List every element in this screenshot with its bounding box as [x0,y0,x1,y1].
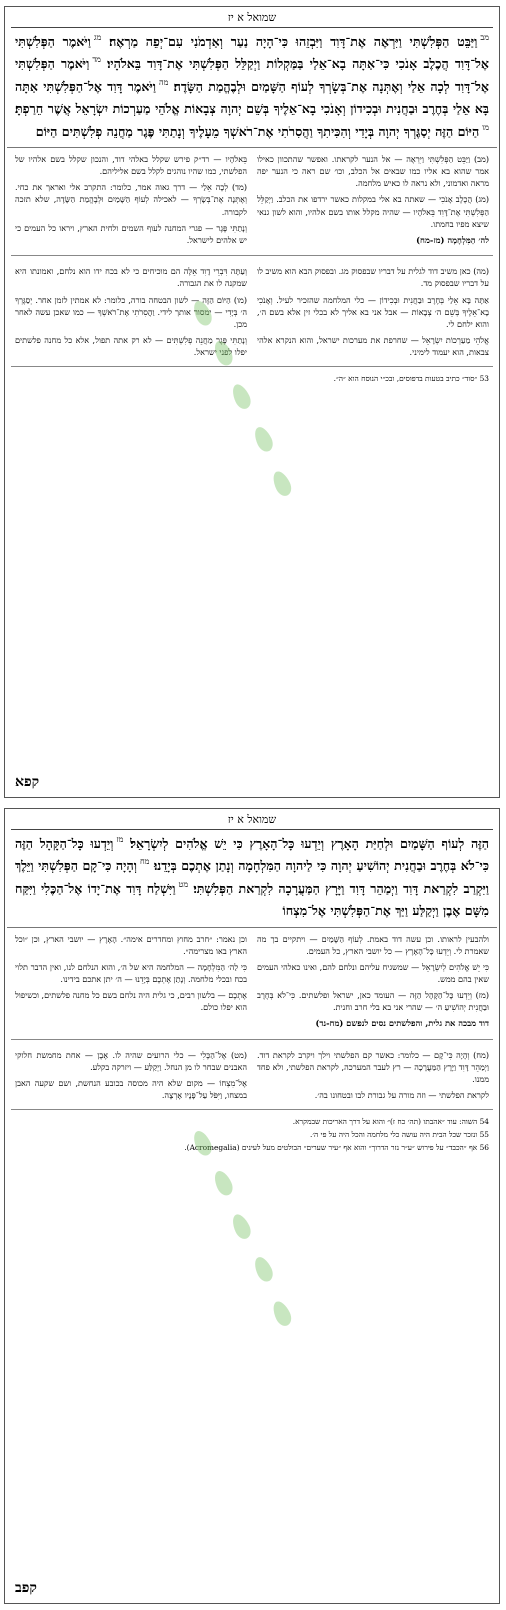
commentary-paragraph: כִּי לַה׳ הַמִּלְחָמָה — המלחמה היא של ה׳, והוא הנלחם לנו, ואין הדבר תלוי בכח ובכלי מלחמה. וְנָתַן אֶתְכֶם בְּיָדֵנוּ — ה׳ יתן אתכם בידינו. [15,961,247,985]
running-head: שמואל א יז [11,7,493,28]
commentary-bottom [9,1044,495,1106]
verse-text: וְהָיָה כִּי־קָם הַפְּלִשְׁתִּי וַיֵּלֶךְ וַיִּקְרַב לִקְרַאת דָּוִד וַיְמַהֵר דָּוִד וַיָּרָץ הַמַּעֲרָכָה לִקְרַאת הַפְּלִשְׁתִּי׃ [15,858,489,896]
footnote: 55 ונזכר שכל הבית היה עושה כלי מלחמה והכל היה על פי ה׳. [309,1130,489,1140]
footnotes [5,371,499,390]
commentary-paragraph: אֶל־מִצְחוֹ — מקום שלא היה מכוסה בכובע הנחשת, ושם שקעה האבן במצחו, וַיִּפֹּל עַל־פָּנָיו אָרְצָה. [15,1078,247,1101]
commentary-paragraph: וְנָתַתִּי פֶּגֶר מַחֲנֵה פְלִשְׁתִּים — לא רק אתה תפול, אלא כל מחנה פלשתים יפלו לפני ישראל. [15,335,247,358]
verse-number: מד [92,55,101,65]
commentary-paragraph: ולהבעין לראותו. וכן עשה דוד באמת. לְעוֹף הַשָּׁמַיִם — ויתקיים בך מה שאמרת לי. וְיֵדְעוּ כָּל־הָאָרֶץ — כל יושבי הארץ, כל העמים. [257,933,489,956]
divider [11,1039,493,1040]
commentary-paragraph: (מב) וַיַּבֵּט הַפְּלִשְׁתִּי וַיִּרְאֶה — אל הנער לקראתו. ואפשר שהתכוון כאילו אמר שהוא בא אליו כמו שבאים אל הכלב, וכו׳ שם ראה כי הנער יפה מראה ואדמוני, ולא נראה לו כאיש מלחמה. [257,154,489,189]
divider [11,366,493,367]
commentary-paragraph: וְנָתַתִּי פֶּגֶר — פגרי המחנה לעוף השמים ולחית הארץ, ויראו כל העמים כי יש אלהים לישראל. [15,222,247,245]
verse-number: מו [482,122,489,132]
verse-text: וְיֵדְעוּ כָּל־הַקָּהָל הַזֶּה כִּי־לֹא בְּחֶרֶב וּבַחֲנִית יְהוֹשִׁיעַ יְהוָה כִּי לַיהוָה הַמִּלְחָמָה וְנָתַן אֶתְכֶם בְּיָדֵנוּ׃ [15,836,489,874]
commentary-paragraph: בֵּאלֹהָיו — רד״ק פירש שקלל באלהי דוד, והנכון שקלל בשם אלהיו של הפלשתי, כמו שהיו נוהגים לקלל בשם אליליהם. [15,154,247,177]
commentary-paragraph: וכן נאמר: ״חרב מחוץ ומחדרים אימה״. הָאָרֶץ — יושבי הארץ, וכן ״וכל הארץ באו מצרימה״. [15,933,247,956]
verse-number: מז [116,835,124,844]
footnotes [5,1114,499,1158]
commentary-top [9,148,495,251]
verse-number: מה [159,77,169,87]
verse-text: וַיֹּאמֶר הַפְּלִשְׁתִּי אֶל־דָּוִד לְכָה אֵלַי וְאֶתְּנָה אֶת־בְּשָׂרְךָ לְעוֹף הַשָּׁמַיִם וּלְבֶהֱמַת הַשָּׂדֶה׃ [15,56,489,94]
section-heading: לה׳ הַמִּלְחָמָה (מז-מח) [416,234,489,245]
verse-text: וַיֹּאמֶר הַפְּלִשְׁתִּי אֶל־דָּוִד הֲכֶלֶב אָנֹכִי כִּי־אַתָּה בָא־אֵלַי בַּמַּקְלוֹת וַיְקַלֵּל הַפְּלִשְׁתִּי אֶת־דָּוִד בֵּאלֹהָיו׃ [15,34,489,72]
commentary-paragraph: (מט) אֶל־הַכֶּלִי — כלי הרועים שהיה לו. אֶבֶן — אחת מחמשת חלוקי האבנים שבחר לו מן הנחל. וַיְקַלַּע — ויזרקה בקלע. [15,1049,247,1073]
verse-number: מב [480,33,489,42]
verse-number: מט [178,879,189,889]
commentary-top [9,928,495,1035]
commentary-paragraph: (מח) וְהָיָה כִּי־קָם — כלומר: כאשר קם הפלשתי וילך ויקרב לקראת דוד. וַיְמַהֵר דָּוִד וַיָּרָץ הַמַּעֲרָכָה — רץ לעבר המערכה, לקראת הפלשתי, ולא פחד ממנו. [257,1049,489,1085]
commentary-paragraph: אֱלֹהֵי מַעַרְכוֹת יִשְׂרָאֵל — שחרפת את מערכות ישראל, והוא הנקרא אלהי צבאות, הוא יעמוד לימיני. [257,335,489,358]
footnote: 54 השוה: עוד ״אהבתו (תה׳ כח ז)״ והוא על דרך האריכות שבמקרא. [292,1117,489,1127]
page-number: קפב [15,1580,37,1596]
commentary-paragraph: (מג) הֲכֶלֶב אָנֹכִי — שאתה בא אלי במקלות כאשר ירדפו את הכלב. וַיְקַלֵּל הַפְּלִשְׁתִּי אֶת־דָּוִד בֵּאלֹהָיו — שהיה מקלל אותו בשם אלהיו, והוא לשון גנאי שיצא מפיו בחמתו. [257,194,489,229]
commentary-paragraph: לקראת הפלשתי — וזה מורה על גבורת לבו ובטחונו בה׳. [314,1090,489,1101]
commentary-paragraph: וְעַתָּה דִּבְרֵי דָוִד אֵלֶּה הם מוכיחים כי לא בכח ידו הוא נלחם, ואמונתו היא שמקנה לו את הגבורה. [15,266,247,289]
page-number: קפא [15,774,40,790]
commentary-column-left [15,933,247,1035]
page-1 [4,6,500,798]
commentary-bottom [9,260,495,362]
commentary-paragraph: (מו) הַיּוֹם הַזֶּה — לשון הבטחה בורה, כלומר: לא אמתין לזמן אחר. יְסַגֶּרְךָ ה׳ בְּיָדִי — ימסור אותך לידי. וַהֲסִרֹתִי אֶת־רֹאשְׁךָ — כמו שאכן עשה לאחר מכן. [15,294,247,329]
divider [11,1109,493,1110]
divider [11,255,493,256]
commentary-column-right [257,933,489,1035]
verse-text: וַיִּשְׁלַח דָּוִד אֶת־יָדוֹ אֶל־הַכֶּלִי וַיִּקַּח מִשָּׁם אֶבֶן וַיְקַלַּע וַיַּךְ אֶת־הַפְּלִשְׁתִּי אֶל־מִצְחוֹ [15,880,489,919]
footnote: 56 אף ״הכבד״ על פירוש ״ע״ר נזר הדרוך״ והוא אף ״עיר שערים״ הבולטים מעל לעינים (Acromegalia). [184,1142,489,1152]
section-heading: דוד מבכה את גלית, והפלשתים נסים לנפשם (מח-נד) [315,1018,489,1029]
commentary-column-right [257,153,489,251]
verse-block [7,28,497,148]
commentary-paragraph: (מז) וְיֵדְעוּ כָּל־הַקָּהָל הַזֶּה — העומד כאן, ישראל ופלשתים. כִּי־לֹא בְּחֶרֶב וּבַחֲנִית יְהוֹשִׁיעַ ה׳ — שהרי אני בא בלי חרב וחנית. [257,990,489,1013]
commentary-paragraph: אֶתְכֶם — בלשון רבים, כי גלית היה נלחם בשם כל מחנה פלשתים, וכשיפול הוא יפלו כולם. [15,990,247,1013]
page-2 [4,808,500,1604]
verse-number: מג [93,33,102,42]
verse-text: וַיַּבֵּט הַפְּלִשְׁתִּי וַיִּרְאֶה אֶת־דָּוִד וַיִּבְזֵהוּ כִּי־הָיָה נַעַר וְאַדְמֹנִי עִם־יְפֵה מַרְאֶה׃ [109,34,478,49]
verse-block [7,830,497,928]
footnote: 53 ״סוד״ כתיב בטעות בדפוסים, ובכ״י הנוסח הוא ״ה״. [333,374,489,384]
commentary-paragraph: (מד) לְכָה אֵלַי — דרך גאוה אמר, כלומר: התקרב אלי ואראך את כחי. וְאֶתְּנָה אֶת־בְּשָׂרְךָ — לאכילה לְעוֹף הַשָּׁמַיִם וּלְבֶהֱמַת הַשָּׂדֶה, שלא תזכה לקבורה. [15,182,247,217]
verse-text: הַיּוֹם הַזֶּה יְסַגֶּרְךָ יְהוָה בְּיָדִי וְהִכִּיתִךָ וַהֲסִרֹתִי אֶת־רֹאשְׁךָ מֵעָלֶיךָ וְנָתַתִּי פֶּגֶר מַחֲנֵה פְלִשְׁתִּים הַיּוֹם [35,123,480,139]
commentary-column-right [257,1049,489,1106]
commentary-paragraph: אַתָּה בָּא אֵלַי בְּחֶרֶב וּבַחֲנִית וּבְכִידוֹן — כלי המלחמה שהזכיר לעיל. וְאָנֹכִי בָא־אֵלֶיךָ בְּשֵׁם ה׳ צְבָאוֹת — אבל אני בא אליך לא בכלי זין אלא בשם ה׳, והוא ילחם לי. [257,294,489,329]
verse-text: וַיֹּאמֶר דָּוִד אֶל־הַפְּלִשְׁתִּי אַתָּה בָּא אֵלַי בְּחֶרֶב וּבַחֲנִית וּבְכִידוֹן וְאָנֹכִי בָא־אֵלֶיךָ בְּשֵׁם יְהוָה צְבָאוֹת אֱלֹהֵי מַעַרְכוֹת יִשְׂרָאֵל אֲשֶׁר חֵרַפְתָּ׃ [15,78,489,117]
commentary-column-left [15,1049,247,1106]
commentary-column-left [15,153,247,251]
commentary-column-right [257,265,489,362]
commentary-column-left [15,265,247,362]
running-head: שמואל א יז [11,809,493,830]
commentary-paragraph: (מה) כאן משיב דוד לגלית על דבריו שבפסוק מג. ובפסוק הבא הוא משיב לו על דבריו שבפסוק מד. [257,266,489,289]
verse-text: הַזֶּה לְעוֹף הַשָּׁמַיִם וּלְחַיַּת הָאָרֶץ וְיֵדְעוּ כָּל־הָאָרֶץ כִּי יֵשׁ אֱלֹהִים לְיִשְׂרָאֵל׃ [130,836,490,851]
commentary-paragraph: כִּי יֵשׁ אֱלֹהִים לְיִשְׂרָאֵל — שמשגיח עליהם ונלחם להם, ואינו כאלהי העמים שאין בהם ממש. [257,961,489,985]
verse-number: מח [139,857,150,867]
